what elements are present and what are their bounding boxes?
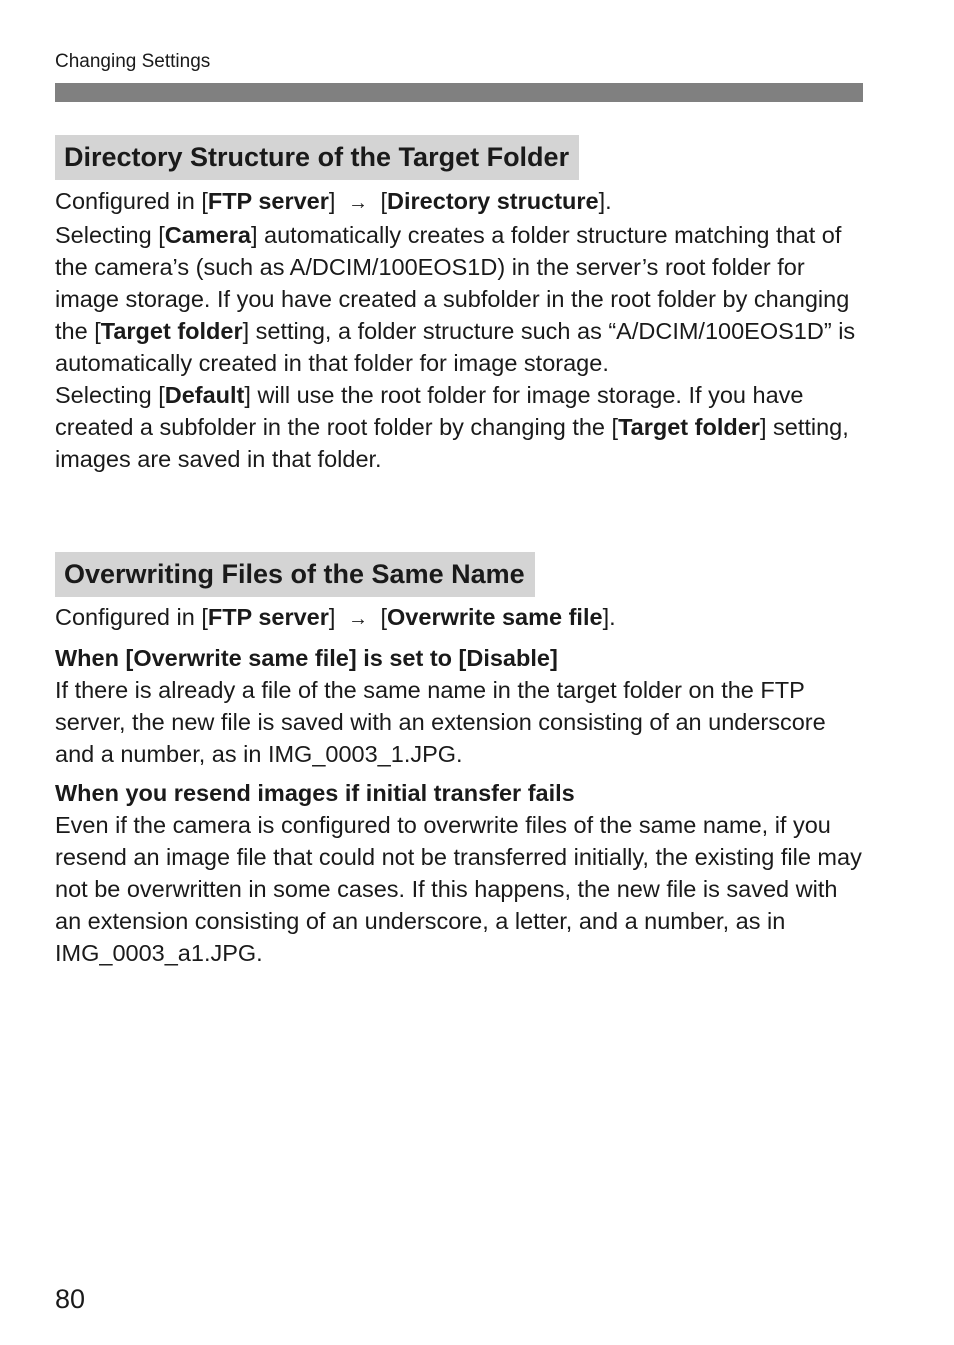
- header-rule: [55, 83, 863, 102]
- config-bracket: ]: [328, 188, 342, 214]
- section-body-overwriting-files: [55, 601, 870, 969]
- paragraph-default: [55, 379, 870, 475]
- page-number: 80: [55, 1284, 86, 1314]
- running-head: Changing Settings: [55, 51, 211, 72]
- config-bracket: [: [373, 188, 388, 214]
- text-run: ] setting, a folder structure such as “A/DCIM/100EOS1D” is automatically created in that folder for image storage.: [55, 318, 856, 376]
- option-default: Default: [164, 382, 245, 408]
- paragraph-resend-images: Even if the camera is configured to overwrite files of the same name, if you resend an image file that could not be transferred initially, the existing file may not be overwritten in some cases. If this happens, the new file is saved with an extension consisting of an underscore, a letter, and a number, as in IMG_0003_a1.JPG.: [55, 812, 862, 966]
- right-arrow-icon: →: [347, 192, 368, 214]
- text-run: Selecting [: [55, 222, 165, 248]
- text-run: ] setting, images are saved in that folder.: [55, 414, 849, 472]
- config-prefix: Configured in [: [55, 604, 208, 630]
- text-run: Selecting [: [55, 382, 165, 408]
- config-bracket: [: [373, 604, 388, 630]
- config-line: [55, 601, 870, 635]
- config-item-directory-structure: Directory structure: [387, 188, 599, 214]
- section-title-overwriting-files: Overwriting Files of the Same Name: [55, 552, 535, 597]
- config-suffix: ].: [598, 188, 612, 214]
- text-run: ] automatically creates a folder structure matching that of the camera’s (such as A/DCIM/100EOS1D) in the server’s root folder for image storage. If you have created a subfolder in the root folder by changing the [: [55, 222, 850, 344]
- config-bracket: ]: [328, 604, 342, 630]
- section-title-directory-structure: Directory Structure of the Target Folder: [55, 135, 579, 180]
- right-arrow-icon: →: [347, 608, 368, 630]
- config-item-ftp-server: FTP server: [207, 604, 329, 630]
- text-run: ] will use the root folder for image storage. If you have created a subfolder in the root folder by changing the [: [55, 382, 804, 440]
- paragraph-camera: [55, 219, 870, 379]
- option-camera: Camera: [164, 222, 251, 248]
- config-suffix: ].: [602, 604, 616, 630]
- subheading-resend-images: When you resend images if initial transfer fails: [55, 780, 575, 806]
- section-body-directory-structure: [55, 185, 870, 475]
- subheading-overwrite-disable: When [Overwrite same file] is set to [Disable]: [55, 645, 558, 671]
- config-line: [55, 185, 870, 219]
- setting-target-folder: Target folder: [618, 414, 760, 440]
- paragraph-overwrite-disable: If there is already a file of the same name in the target folder on the FTP server, the new file is saved with an extension consisting of an underscore and a number, as in IMG_0003_1.JPG.: [55, 677, 826, 767]
- config-item-overwrite-same-file: Overwrite same file: [387, 604, 603, 630]
- config-item-ftp-server: FTP server: [207, 188, 329, 214]
- config-prefix: Configured in [: [55, 188, 208, 214]
- setting-target-folder: Target folder: [100, 318, 243, 344]
